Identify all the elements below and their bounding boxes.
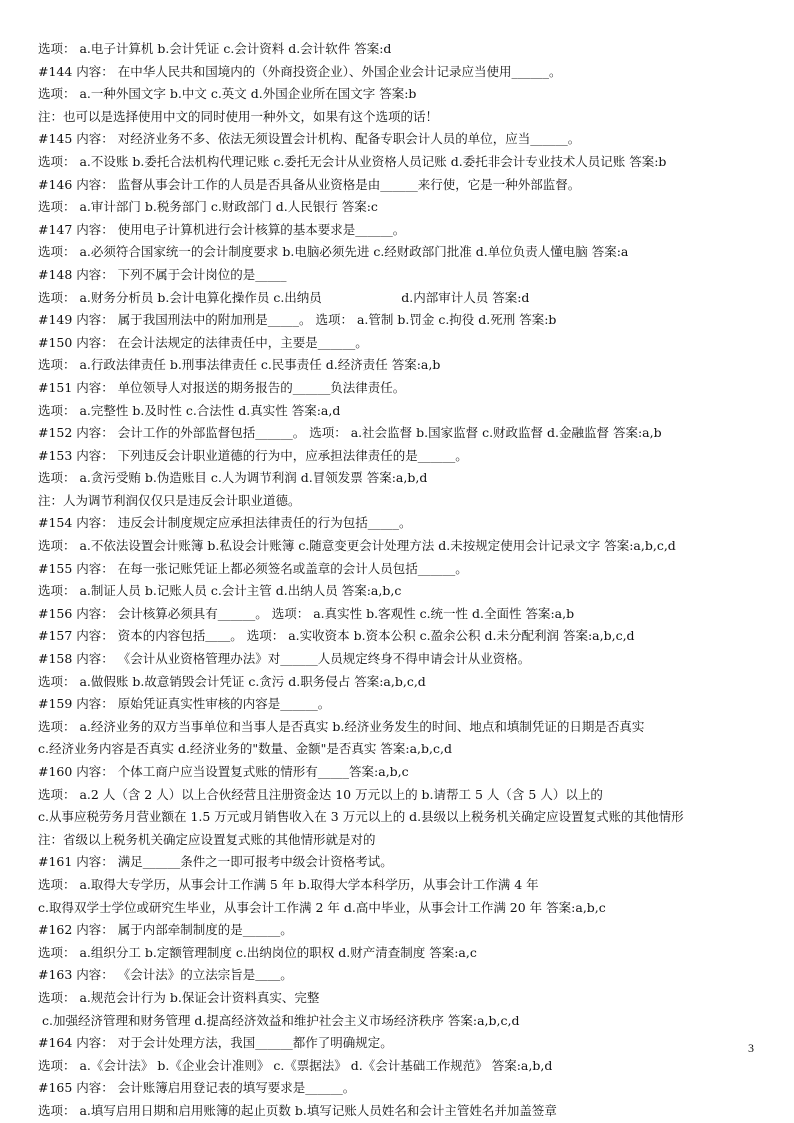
text-line: 选项： a.做假账 b.故意销毁会计凭证 c.贪污 d.职务侵占 答案:a,b,c,d — [38, 673, 426, 689]
document-body — [38, 38, 758, 1123]
text-line: 选项： a.行政法律责任 b.刑事法律责任 c.民事责任 d.经济责任 答案:a,b — [38, 357, 441, 373]
text-line: #145 内容： 对经济业务不多、依法无须设置会计机构、配备专职会计人员的单位，应当______。 — [38, 131, 581, 147]
text-line: 选项： a.财务分析员 b.会计电算化操作员 c.出纳员 d.内部审计人员 答案:d — [38, 289, 530, 305]
text-line: #162 内容： 属于内部牵制制度的是______。 — [38, 922, 293, 938]
text-line: #161 内容： 满足______条件之一即可报考中级会计资格考试。 — [38, 854, 393, 870]
text-line: #163 内容： 《会计法》的立法宗旨是＿＿。 — [38, 967, 293, 983]
text-line: #149 内容： 属于我国刑法中的附加刑是_____。 选项： a.管制 b.罚金 c.拘役 d.死刑 答案:b — [38, 312, 557, 328]
text-line: 注：省级以上税务机关确定应设置复式账的其他情形就是对的 — [38, 831, 376, 847]
text-line: c.经济业务内容是否真实 d.经济业务的"数量、金额"是否真实 答案:a,b,c,d — [38, 741, 452, 757]
text-line: 选项： a.必须符合国家统一的会计制度要求 b.电脑必须先进 c.经财政部门批准 d.单位负责人懂电脑 答案:a — [38, 244, 629, 260]
text-line: 选项： a.一种外国文字 b.中文 c.英文 d.外国企业所在国文字 答案:b — [38, 86, 417, 102]
text-line: 选项： a.不设账 b.委托合法机构代理记账 c.委托无会计从业资格人员记账 d.委托非会计专业技术人员记账 答案:b — [38, 153, 667, 169]
text-line: #150 内容： 在会计法规定的法律责任中，主要是______。 — [38, 334, 368, 350]
text-line: #158 内容： 《会计从业资格管理办法》对______人员规定终身不得申请会计从业资格。 — [38, 651, 531, 667]
text-line: #146 内容： 监督从事会计工作的人员是否具备从业资格是由______来行使，它是一种外部监督。 — [38, 176, 581, 192]
text-line: #156 内容： 会计核算必须具有______。 选项： a.真实性 b.客观性 c.统一性 d.全面性 答案:a,b — [38, 605, 575, 621]
text-line: 选项： a.组织分工 b.定额管理制度 c.出纳岗位的职权 d.财产清查制度 答案:a,c — [38, 944, 477, 960]
text-line: 注：也可以是选择使用中文的同时使用一种外文，如果有这个选项的话！ — [38, 108, 439, 124]
text-line: #155 内容： 在每一张记账凭证上都必须签名或盖章的会计人员包括______。 — [38, 560, 468, 576]
text-line: c.从事应税劳务月营业额在 1.5 万元或月销售收入在 3 万元以上的 d.县级以上税务机关确定应设置复式账的其他情形 — [38, 809, 684, 825]
page-number: 3 — [748, 1041, 754, 1055]
text-line: c.加强经济管理和财务管理 d.提高经济效益和维护社会主义市场经济秩序 答案:a,b,c,d — [38, 1012, 520, 1028]
text-line: 选项： a.取得大专学历，从事会计工作满 5 年 b.取得大学本科学历，从事会计工作满 4 年 — [38, 876, 539, 892]
text-line: #144 内容： 在中华人民共和国境内的（外商投资企业）、外国企业会计记录应当使用______。 — [38, 63, 562, 79]
text-line: 选项： a.审计部门 b.税务部门 c.财政部门 d.人民银行 答案:c — [38, 199, 378, 215]
text-line: 选项： a.贪污受贿 b.伪造账目 c.人为调节利润 d.冒领发票 答案:a,b,d — [38, 470, 428, 486]
text-line: 选项： a.填写启用日期和启用账簿的起止页数 b.填写记账人员姓名和会计主管姓名并加盖签章 — [38, 1102, 557, 1118]
text-line: #154 内容： 违反会计制度规定应承担法律责任的行为包括_____。 — [38, 515, 412, 531]
text-line: c.取得双学士学位或研究生毕业，从事会计工作满 2 年 d.高中毕业，从事会计工作满 20 年 答案:a,b,c — [38, 899, 606, 915]
text-line: #159 内容： 原始凭证真实性审核的内容是______。 — [38, 696, 331, 712]
text-line: 选项： a.规范会计行为 b.保证会计资料真实、完整 — [38, 989, 320, 1005]
text-line: #160 内容： 个体工商户应当设置复式账的情形有_____答案:a,b,c — [38, 764, 409, 779]
text-line: 选项： a.完整性 b.及时性 c.合法性 d.真实性 答案:a,d — [38, 402, 341, 418]
text-line: 选项： a.制证人员 b.记账人员 c.会计主管 d.出纳人员 答案:a,b,c — [38, 583, 402, 599]
text-line: #165 内容： 会计账簿启用登记表的填写要求是______。 — [38, 1080, 356, 1096]
text-line: #151 内容： 单位领导人对报送的期务报告的______负法律责任。 — [38, 379, 406, 395]
text-line: #147 内容： 使用电子计算机进行会计核算的基本要求是______。 — [38, 221, 406, 237]
text-line: #148 内容： 下列不属于会计岗位的是_____ — [38, 266, 287, 282]
text-line: #153 内容： 下列违反会计职业道德的行为中，应承担法律责任的是______。 — [38, 447, 468, 463]
text-line: #164 内容： 对于会计处理方法，我国______都作了明确规定。 — [38, 1035, 393, 1051]
text-line: 注：人为调节利润仅仅只是违反会计职业道德。 — [38, 492, 301, 508]
text-line: 选项： a.电子计算机 b.会计凭证 c.会计资料 d.会计软件 答案:d — [38, 41, 392, 56]
text-line: 选项： a.《会计法》 b.《企业会计准则》 c.《票据法》 d.《会计基础工作规范》 答案:a,b,d — [38, 1057, 553, 1073]
text-line: 选项： a.2 人（含 2 人）以上合伙经营且注册资金达 10 万元以上的 b.请帮工 5 人（含 5 人）以上的 — [38, 786, 603, 802]
text-line: 选项： a.不依法设置会计账簿 b.私设会计账簿 c.随意变更会计处理方法 d.未按规定使用会计记录文字 答案:a,b,c,d — [38, 538, 676, 554]
text-line: 选项： a.经济业务的双方当事单位和当事人是否真实 b.经济业务发生的时间、地点和填制凭证的日期是否真实 — [38, 718, 645, 734]
text-line: #152 内容： 会计工作的外部监督包括______。 选项： a.社会监督 b.国家监督 c.财政监督 d.金融监督 答案:a,b — [38, 425, 662, 441]
text-line: #157 内容： 资本的内容包括＿＿。 选项： a.实收资本 b.资本公积 c.盈余公积 d.未分配利润 答案:a,b,c,d — [38, 628, 635, 644]
